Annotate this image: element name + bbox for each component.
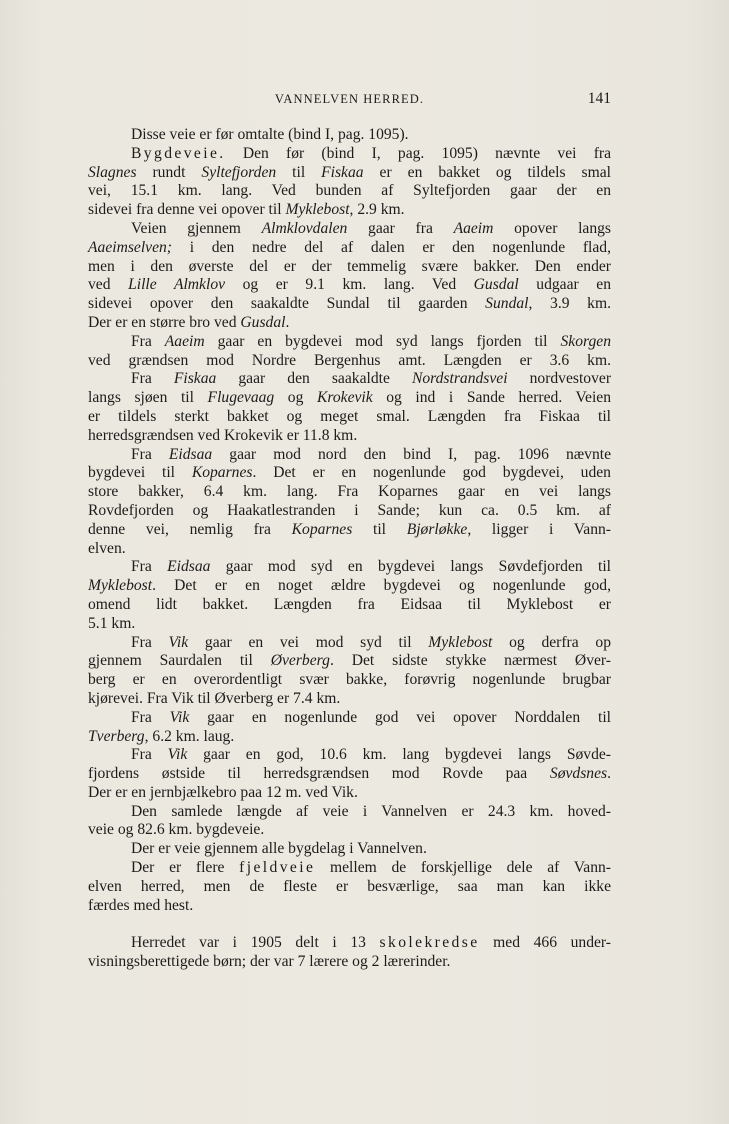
text-line: herredsgrændsen ved Krokevik er 11.8 km. <box>88 426 358 444</box>
text-line: Fra Vik gaar en god, 10.6 km. lang bygdevei langs Søvde- <box>131 746 611 764</box>
running-title: VANNELVEN HERRED. <box>274 92 425 106</box>
text-line: Fra Eidsaa gaar mod nord den bind I, pag. 1096 nævnte <box>131 445 612 463</box>
text-line: langs sjøen til Flugevaag og Krokevik og ind i Sande herred. Veien <box>88 389 612 407</box>
text-line: er tildels sterkt bakket og meget smal. Længden fra Fiskaa til <box>88 407 611 425</box>
text-line: elven. <box>88 539 126 557</box>
text-line: Der er veie gjennem alle bygdelag i Vannelven. <box>131 840 427 858</box>
text-line: ved Lille Almklov og er 9.1 km. lang. Ved Gusdal udgaar en <box>88 276 611 294</box>
text-line: Der er flere fjeldveie mellem de forskjellige dele af Vann- <box>131 859 612 877</box>
text-line: ved grændsen mod Nordre Bergenhus amt. Længden er 3.6 km. <box>88 351 611 369</box>
text-line: bygdevei til Koparnes. Det er en nogenlunde god bygdevei, uden <box>88 464 611 482</box>
text-line: Fra Eidsaa gaar mod syd en bygdevei langs Søvdefjorden til <box>131 558 611 576</box>
text-line: fjordens østside til herredsgrændsen mod Rovde paa Søvdsnes. <box>88 765 611 783</box>
text-line: sidevei opover den saakaldte Sundal til gaarden Sundal, 3.9 km. <box>88 295 612 313</box>
text-line: vei, 15.1 km. lang. Ved bunden af Syltefjorden gaar der en <box>88 182 611 200</box>
page-header <box>88 90 611 110</box>
text-line: men i den øverste del er der temmelig svære bakker. Den ender <box>88 257 611 275</box>
text-line: gjennem Saurdalen til Øverberg. Det sidste stykke nærmest Øver- <box>88 652 611 670</box>
text-line: Der er en jernbjælkebro paa 12 m. ved Vik. <box>88 783 358 801</box>
text-line: Fra Fiskaa gaar den saakaldte Nordstrandsvei nordvestover <box>131 370 612 388</box>
text-line: Disse veie er før omtalte (bind I, pag. 1095). <box>131 126 409 143</box>
text-line: omend lidt bakket. Længden fra Eidsaa til Myklebost er <box>88 595 611 613</box>
text-line: denne vei, nemlig fra Koparnes til Bjørløkke, ligger i Vann- <box>88 520 611 538</box>
text-line: sidevei fra denne vei opover til Myklebost, 2.9 km. <box>88 201 405 219</box>
text-line: Fra Aaeim gaar en bygdevei mod syd langs fjorden til Skorgen <box>131 332 612 350</box>
text-line: Fra Vik gaar en vei mod syd til Myklebost og derfra op <box>131 633 612 651</box>
paragraph-gap <box>88 915 611 934</box>
text-line: Tverberg, 6.2 km. laug. <box>88 727 235 745</box>
text-line: Slagnes rundt Syltefjorden til Fiskaa er en bakket og tildels smal <box>88 163 611 181</box>
text-line: Fra Vik gaar en nogenlunde god vei opover Norddalen til <box>131 708 611 726</box>
text-line: berg er en overordentligt svær bakke, forøvrig nogenlunde brugbar <box>88 671 611 689</box>
text-line: Veien gjennem Almklovdalen gaar fra Aaeim opover langs <box>131 219 612 237</box>
text-line: Herredet var i 1905 delt i 13 skolekredse med 466 under- <box>131 934 611 952</box>
page-number: 141 <box>587 90 611 107</box>
text-line: Bygdeveie. Den før (bind I, pag. 1095) nævnte vei fra <box>131 144 611 162</box>
text-line: færdes med hest. <box>88 896 194 914</box>
text-line: Der er en større bro ved Gusdal. <box>88 313 290 331</box>
text-line: veie og 82.6 km. bygdeveie. <box>88 821 265 839</box>
text-line: visningsberettigede børn; der var 7 lærere og 2 lærerinder. <box>88 953 451 971</box>
text-line: Den samlede længde af veie i Vannelven er 24.3 km. hoved- <box>131 802 611 820</box>
text-line: store bakker, 6.4 km. lang. Fra Koparnes gaar en vei langs <box>88 483 611 501</box>
body-text <box>88 126 611 972</box>
text-line: 5.1 km. <box>88 614 136 632</box>
text-line: Myklebost. Det er en noget ældre bygdevei og nogenlunde god, <box>88 577 611 595</box>
text-line: Aaeimselven; i den nedre del af dalen er den nogenlunde flad, <box>88 238 611 256</box>
text-line: elven herred, men de fleste er besværlige, saa man kan ikke <box>88 877 611 895</box>
text-line: Rovdefjorden og Haakatlestranden i Sande; kun ca. 0.5 km. af <box>88 501 611 519</box>
text-line: kjørevei. Fra Vik til Øverberg er 7.4 km. <box>88 689 341 707</box>
